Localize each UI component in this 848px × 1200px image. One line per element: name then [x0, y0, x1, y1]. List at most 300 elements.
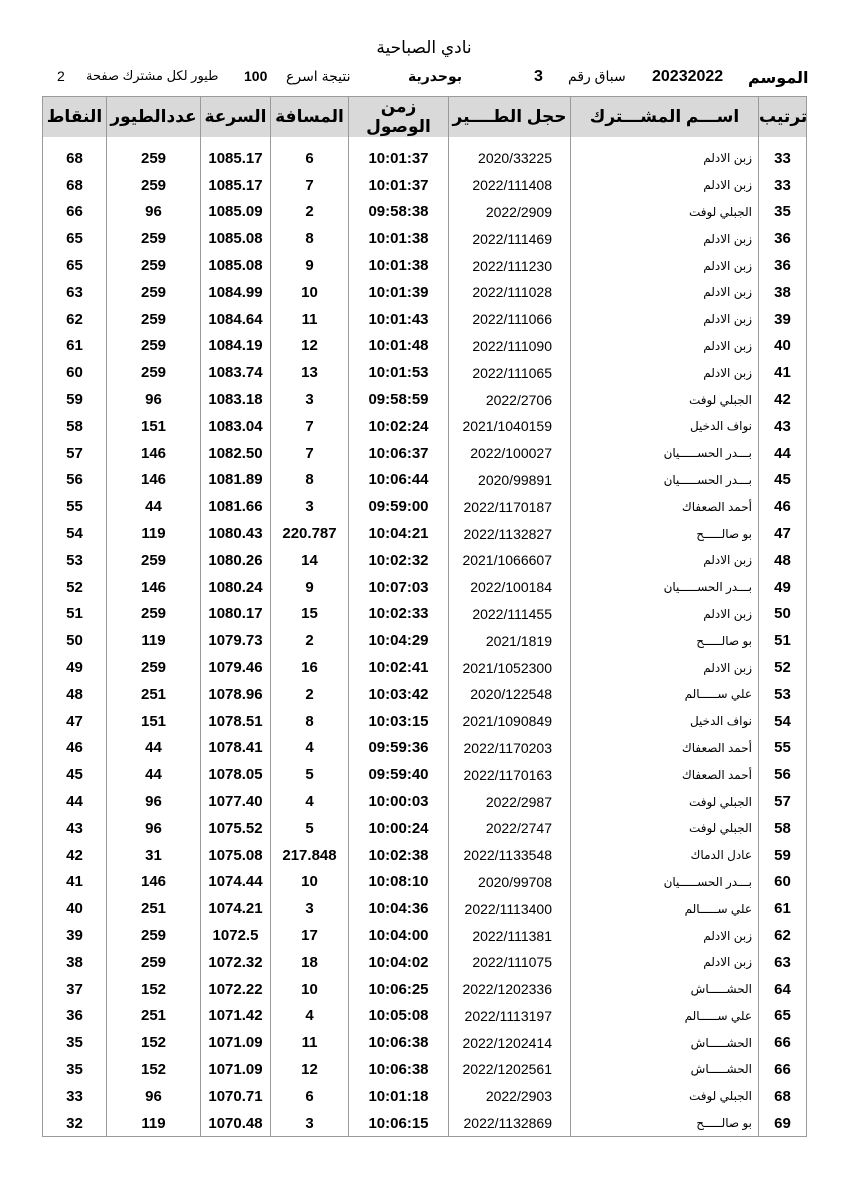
participant-name-cell: الحشـــــاش	[571, 1029, 759, 1056]
birds-count-cell: 44	[107, 761, 201, 788]
participant-name-cell: زبن الادلم	[571, 547, 759, 574]
rank-cell: 58	[759, 815, 807, 842]
speed-cell: 1070.71	[201, 1083, 271, 1110]
col-header-points: النقاط	[43, 97, 107, 138]
race-location: بوحدرية	[408, 68, 463, 84]
table-row	[43, 306, 807, 333]
table-row	[43, 1083, 807, 1110]
points-cell: 33	[43, 1083, 107, 1110]
distance-cell: 2	[271, 681, 349, 708]
arrival-time-cell: 09:58:59	[349, 386, 449, 413]
speed-cell: 1081.89	[201, 467, 271, 494]
birds-count-cell: 259	[107, 252, 201, 279]
ring-number-cell: 2022/1133548	[449, 842, 571, 869]
points-cell: 53	[43, 547, 107, 574]
points-cell: 35	[43, 1029, 107, 1056]
rank-cell: 33	[759, 145, 807, 172]
table-row	[43, 601, 807, 628]
birds-count-cell: 259	[107, 654, 201, 681]
participant-name-cell: أحمد الصعفاك	[571, 735, 759, 762]
participant-name-cell: زبن الادلم	[571, 359, 759, 386]
distance-cell: 11	[271, 306, 349, 333]
table-row	[43, 199, 807, 226]
speed-cell: 1085.08	[201, 252, 271, 279]
arrival-time-cell: 10:02:38	[349, 842, 449, 869]
points-cell: 52	[43, 574, 107, 601]
speed-cell: 1075.08	[201, 842, 271, 869]
distance-cell: 9	[271, 252, 349, 279]
table-row	[43, 1056, 807, 1083]
points-cell: 61	[43, 333, 107, 360]
table-row	[43, 842, 807, 869]
distance-cell: 8	[271, 708, 349, 735]
speed-cell: 1078.96	[201, 681, 271, 708]
distance-cell: 7	[271, 172, 349, 199]
distance-cell: 6	[271, 145, 349, 172]
arrival-time-cell: 10:04:36	[349, 895, 449, 922]
arrival-time-cell: 10:03:15	[349, 708, 449, 735]
distance-cell: 4	[271, 735, 349, 762]
rank-cell: 66	[759, 1056, 807, 1083]
points-cell: 42	[43, 842, 107, 869]
distance-cell: 7	[271, 413, 349, 440]
results-table	[42, 96, 807, 1137]
birds-count-cell: 259	[107, 279, 201, 306]
rank-cell: 45	[759, 467, 807, 494]
arrival-time-cell: 10:06:38	[349, 1056, 449, 1083]
points-cell: 58	[43, 413, 107, 440]
points-cell: 41	[43, 869, 107, 896]
points-cell: 66	[43, 199, 107, 226]
rank-cell: 46	[759, 493, 807, 520]
table-row	[43, 976, 807, 1003]
points-cell: 56	[43, 467, 107, 494]
rank-cell: 49	[759, 574, 807, 601]
speed-cell: 1078.41	[201, 735, 271, 762]
birds-count-cell: 259	[107, 922, 201, 949]
speed-cell: 1079.46	[201, 654, 271, 681]
participant-name-cell: الجبلي لوفت	[571, 199, 759, 226]
ring-number-cell: 2022/1132869	[449, 1110, 571, 1137]
ring-number-cell: 2022/111230	[449, 252, 571, 279]
rank-cell: 39	[759, 306, 807, 333]
table-row	[43, 788, 807, 815]
table-row	[43, 627, 807, 654]
speed-cell: 1084.19	[201, 333, 271, 360]
ring-number-cell: 2021/1052300	[449, 654, 571, 681]
speed-cell: 1084.64	[201, 306, 271, 333]
col-header-distance: المسافة	[271, 97, 349, 138]
birds-count-cell: 119	[107, 627, 201, 654]
participant-name-cell: زبن الادلم	[571, 654, 759, 681]
birds-count-cell: 31	[107, 842, 201, 869]
participant-name-cell: علي ســـــالم	[571, 895, 759, 922]
rank-cell: 61	[759, 895, 807, 922]
birds-count-cell: 152	[107, 1029, 201, 1056]
participant-name-cell: بو صالـــــح	[571, 627, 759, 654]
arrival-time-cell: 10:06:25	[349, 976, 449, 1003]
rank-cell: 62	[759, 922, 807, 949]
col-header-name: اســـم المشـــترك	[571, 97, 759, 138]
birds-count-cell: 259	[107, 359, 201, 386]
table-row	[43, 654, 807, 681]
distance-cell: 217.848	[271, 842, 349, 869]
points-cell: 68	[43, 172, 107, 199]
rank-cell: 64	[759, 976, 807, 1003]
arrival-time-cell: 09:59:00	[349, 493, 449, 520]
speed-cell: 1085.17	[201, 145, 271, 172]
birds-count-cell: 146	[107, 869, 201, 896]
points-cell: 39	[43, 922, 107, 949]
rank-cell: 48	[759, 547, 807, 574]
arrival-time-cell: 10:01:38	[349, 252, 449, 279]
points-cell: 50	[43, 627, 107, 654]
rank-cell: 65	[759, 1003, 807, 1030]
birds-count-cell: 151	[107, 708, 201, 735]
arrival-time-cell: 10:01:53	[349, 359, 449, 386]
speed-cell: 1071.09	[201, 1029, 271, 1056]
points-cell: 62	[43, 306, 107, 333]
distance-cell: 12	[271, 1056, 349, 1083]
table-row	[43, 547, 807, 574]
ring-number-cell: 2022/111066	[449, 306, 571, 333]
table-row	[43, 440, 807, 467]
rank-cell: 38	[759, 279, 807, 306]
table-row	[43, 574, 807, 601]
participant-name-cell: بو صالـــــح	[571, 1110, 759, 1137]
birds-count-cell: 259	[107, 949, 201, 976]
birds-count-cell: 259	[107, 172, 201, 199]
participant-name-cell: زبن الادلم	[571, 225, 759, 252]
distance-cell: 4	[271, 788, 349, 815]
ring-number-cell: 2022/111455	[449, 601, 571, 628]
participant-name-cell: زبن الادلم	[571, 601, 759, 628]
table-row	[43, 225, 807, 252]
fastest-count: 100	[244, 68, 268, 84]
table-row	[43, 172, 807, 199]
ring-number-cell: 2022/1202414	[449, 1029, 571, 1056]
birds-count-cell: 44	[107, 493, 201, 520]
ring-number-cell: 2022/2987	[449, 788, 571, 815]
distance-cell: 17	[271, 922, 349, 949]
speed-cell: 1083.18	[201, 386, 271, 413]
rank-cell: 53	[759, 681, 807, 708]
participant-name-cell: الجبلي لوفت	[571, 815, 759, 842]
points-cell: 38	[43, 949, 107, 976]
speed-cell: 1071.42	[201, 1003, 271, 1030]
speed-cell: 1080.24	[201, 574, 271, 601]
table-row	[43, 735, 807, 762]
col-header-rank: ترتيب	[759, 97, 807, 138]
points-cell: 51	[43, 601, 107, 628]
ring-number-cell: 2022/111381	[449, 922, 571, 949]
table-row	[43, 1003, 807, 1030]
points-cell: 40	[43, 895, 107, 922]
rank-cell: 33	[759, 172, 807, 199]
ring-number-cell: 2022/111065	[449, 359, 571, 386]
ring-number-cell: 2021/1040159	[449, 413, 571, 440]
birds-count-cell: 259	[107, 601, 201, 628]
distance-cell: 3	[271, 386, 349, 413]
participant-name-cell: زبن الادلم	[571, 949, 759, 976]
speed-cell: 1072.5	[201, 922, 271, 949]
arrival-time-cell: 10:06:44	[349, 467, 449, 494]
points-cell: 47	[43, 708, 107, 735]
distance-cell: 16	[271, 654, 349, 681]
ring-number-cell: 2022/1113197	[449, 1003, 571, 1030]
arrival-time-cell: 10:01:18	[349, 1083, 449, 1110]
ring-number-cell: 2022/111028	[449, 279, 571, 306]
rank-cell: 60	[759, 869, 807, 896]
arrival-time-cell: 10:01:43	[349, 306, 449, 333]
ring-number-cell: 2020/99708	[449, 869, 571, 896]
rank-cell: 44	[759, 440, 807, 467]
distance-cell: 220.787	[271, 520, 349, 547]
page-number: 2	[57, 68, 65, 84]
points-cell: 59	[43, 386, 107, 413]
ring-number-cell: 2022/1113400	[449, 895, 571, 922]
arrival-time-cell: 10:01:48	[349, 333, 449, 360]
rank-cell: 57	[759, 788, 807, 815]
speed-cell: 1078.51	[201, 708, 271, 735]
points-cell: 54	[43, 520, 107, 547]
arrival-time-cell: 10:02:24	[349, 413, 449, 440]
participant-name-cell: الحشـــــاش	[571, 976, 759, 1003]
birds-count-cell: 152	[107, 976, 201, 1003]
col-header-birds-count: عددالطيور	[107, 97, 201, 138]
rank-cell: 54	[759, 708, 807, 735]
participant-name-cell: زبن الادلم	[571, 172, 759, 199]
birds-count-cell: 119	[107, 1110, 201, 1137]
speed-cell: 1074.44	[201, 869, 271, 896]
points-cell: 46	[43, 735, 107, 762]
table-row	[43, 279, 807, 306]
points-cell: 32	[43, 1110, 107, 1137]
participant-name-cell: أحمد الصعفاك	[571, 761, 759, 788]
rank-cell: 47	[759, 520, 807, 547]
arrival-time-cell: 10:04:29	[349, 627, 449, 654]
per-member-label: طيور لكل مشترك صفحة	[86, 68, 219, 83]
participant-name-cell: نواف الدخيل	[571, 708, 759, 735]
distance-cell: 4	[271, 1003, 349, 1030]
birds-count-cell: 96	[107, 788, 201, 815]
ring-number-cell: 2022/2909	[449, 199, 571, 226]
points-cell: 68	[43, 145, 107, 172]
arrival-time-cell: 10:04:00	[349, 922, 449, 949]
speed-cell: 1078.05	[201, 761, 271, 788]
distance-cell: 10	[271, 869, 349, 896]
distance-cell: 6	[271, 1083, 349, 1110]
distance-cell: 3	[271, 1110, 349, 1137]
ring-number-cell: 2021/1066607	[449, 547, 571, 574]
participant-name-cell: زبن الادلم	[571, 306, 759, 333]
speed-cell: 1070.48	[201, 1110, 271, 1137]
ring-number-cell: 2022/111469	[449, 225, 571, 252]
distance-cell: 18	[271, 949, 349, 976]
points-cell: 57	[43, 440, 107, 467]
points-cell: 55	[43, 493, 107, 520]
table-row	[43, 520, 807, 547]
ring-number-cell: 2022/1202336	[449, 976, 571, 1003]
distance-cell: 7	[271, 440, 349, 467]
distance-cell: 3	[271, 895, 349, 922]
table-row	[43, 761, 807, 788]
distance-cell: 8	[271, 225, 349, 252]
rank-cell: 55	[759, 735, 807, 762]
birds-count-cell: 96	[107, 1083, 201, 1110]
arrival-time-cell: 10:06:15	[349, 1110, 449, 1137]
arrival-time-cell: 10:02:33	[349, 601, 449, 628]
ring-number-cell: 2022/2903	[449, 1083, 571, 1110]
ring-number-cell: 2022/2706	[449, 386, 571, 413]
ring-number-cell: 2022/100184	[449, 574, 571, 601]
rank-cell: 36	[759, 225, 807, 252]
points-cell: 35	[43, 1056, 107, 1083]
ring-number-cell: 2020/122548	[449, 681, 571, 708]
arrival-time-cell: 10:06:37	[349, 440, 449, 467]
table-row	[43, 386, 807, 413]
points-cell: 45	[43, 761, 107, 788]
points-cell: 36	[43, 1003, 107, 1030]
participant-name-cell: الجبلي لوفت	[571, 386, 759, 413]
participant-name-cell: الحشـــــاش	[571, 1056, 759, 1083]
col-header-arrival: زمن الوصول	[349, 97, 449, 138]
participant-name-cell: علي ســـــالم	[571, 681, 759, 708]
distance-cell: 13	[271, 359, 349, 386]
rank-cell: 43	[759, 413, 807, 440]
distance-cell: 2	[271, 627, 349, 654]
points-cell: 44	[43, 788, 107, 815]
rank-cell: 41	[759, 359, 807, 386]
participant-name-cell: بـــدر الحســـــيان	[571, 467, 759, 494]
table-row	[43, 493, 807, 520]
points-cell: 65	[43, 252, 107, 279]
table-row	[43, 681, 807, 708]
table-row	[43, 467, 807, 494]
ring-number-cell: 2022/1202561	[449, 1056, 571, 1083]
ring-number-cell: 2020/99891	[449, 467, 571, 494]
arrival-time-cell: 10:00:03	[349, 788, 449, 815]
ring-number-cell: 2022/1132827	[449, 520, 571, 547]
birds-count-cell: 259	[107, 145, 201, 172]
ring-number-cell: 2022/1170187	[449, 493, 571, 520]
table-row	[43, 413, 807, 440]
table-row	[43, 333, 807, 360]
col-header-speed: السرعة	[201, 97, 271, 138]
table-row	[43, 1029, 807, 1056]
table-row	[43, 815, 807, 842]
distance-cell: 12	[271, 333, 349, 360]
birds-count-cell: 259	[107, 306, 201, 333]
birds-count-cell: 259	[107, 225, 201, 252]
arrival-time-cell: 10:01:37	[349, 145, 449, 172]
table-row	[43, 359, 807, 386]
points-cell: 48	[43, 681, 107, 708]
rank-cell: 51	[759, 627, 807, 654]
participant-name-cell: الجبلي لوفت	[571, 788, 759, 815]
participant-name-cell: أحمد الصعفاك	[571, 493, 759, 520]
arrival-time-cell: 10:04:02	[349, 949, 449, 976]
distance-cell: 2	[271, 199, 349, 226]
participant-name-cell: عادل الدماك	[571, 842, 759, 869]
speed-cell: 1072.22	[201, 976, 271, 1003]
ring-number-cell: 2022/1170163	[449, 761, 571, 788]
season-value: 20232022	[652, 68, 724, 85]
points-cell: 49	[43, 654, 107, 681]
points-cell: 65	[43, 225, 107, 252]
arrival-time-cell: 09:59:40	[349, 761, 449, 788]
table-row	[43, 145, 807, 172]
distance-cell: 9	[271, 574, 349, 601]
ring-number-cell: 2022/100027	[449, 440, 571, 467]
distance-cell: 5	[271, 815, 349, 842]
ring-number-cell: 2022/1170203	[449, 735, 571, 762]
speed-cell: 1083.04	[201, 413, 271, 440]
points-cell: 60	[43, 359, 107, 386]
participant-name-cell: علي ســـــالم	[571, 1003, 759, 1030]
table-header-row	[43, 97, 807, 138]
rank-cell: 52	[759, 654, 807, 681]
arrival-time-cell: 10:05:08	[349, 1003, 449, 1030]
speed-cell: 1085.08	[201, 225, 271, 252]
participant-name-cell: زبن الادلم	[571, 922, 759, 949]
birds-count-cell: 146	[107, 440, 201, 467]
birds-count-cell: 96	[107, 386, 201, 413]
rank-cell: 68	[759, 1083, 807, 1110]
distance-cell: 3	[271, 493, 349, 520]
speed-cell: 1080.17	[201, 601, 271, 628]
speed-cell: 1077.40	[201, 788, 271, 815]
birds-count-cell: 259	[107, 547, 201, 574]
speed-cell: 1075.52	[201, 815, 271, 842]
participant-name-cell: زبن الادلم	[571, 252, 759, 279]
birds-count-cell: 152	[107, 1056, 201, 1083]
participant-name-cell: زبن الادلم	[571, 145, 759, 172]
participant-name-cell: بـــدر الحســـــيان	[571, 440, 759, 467]
arrival-time-cell: 10:07:03	[349, 574, 449, 601]
table-row	[43, 708, 807, 735]
col-header-ring: حجل الطــــير	[449, 97, 571, 138]
arrival-time-cell: 10:04:21	[349, 520, 449, 547]
rank-cell: 59	[759, 842, 807, 869]
participant-name-cell: زبن الادلم	[571, 279, 759, 306]
birds-count-cell: 44	[107, 735, 201, 762]
participant-name-cell: بـــدر الحســـــيان	[571, 869, 759, 896]
birds-count-cell: 251	[107, 1003, 201, 1030]
ring-number-cell: 2021/1819	[449, 627, 571, 654]
participant-name-cell: زبن الادلم	[571, 333, 759, 360]
participant-name-cell: بو صالـــــح	[571, 520, 759, 547]
participant-name-cell: نواف الدخيل	[571, 413, 759, 440]
table-row	[43, 252, 807, 279]
participant-name-cell: الجبلي لوفت	[571, 1083, 759, 1110]
speed-cell: 1080.43	[201, 520, 271, 547]
arrival-time-cell: 10:06:38	[349, 1029, 449, 1056]
points-cell: 63	[43, 279, 107, 306]
birds-count-cell: 96	[107, 815, 201, 842]
birds-count-cell: 259	[107, 333, 201, 360]
table-row	[43, 869, 807, 896]
rank-cell: 40	[759, 333, 807, 360]
table-spacer	[43, 137, 807, 145]
rank-cell: 50	[759, 601, 807, 628]
speed-cell: 1071.09	[201, 1056, 271, 1083]
speed-cell: 1074.21	[201, 895, 271, 922]
arrival-time-cell: 10:02:41	[349, 654, 449, 681]
arrival-time-cell: 09:59:36	[349, 735, 449, 762]
arrival-time-cell: 10:08:10	[349, 869, 449, 896]
birds-count-cell: 119	[107, 520, 201, 547]
